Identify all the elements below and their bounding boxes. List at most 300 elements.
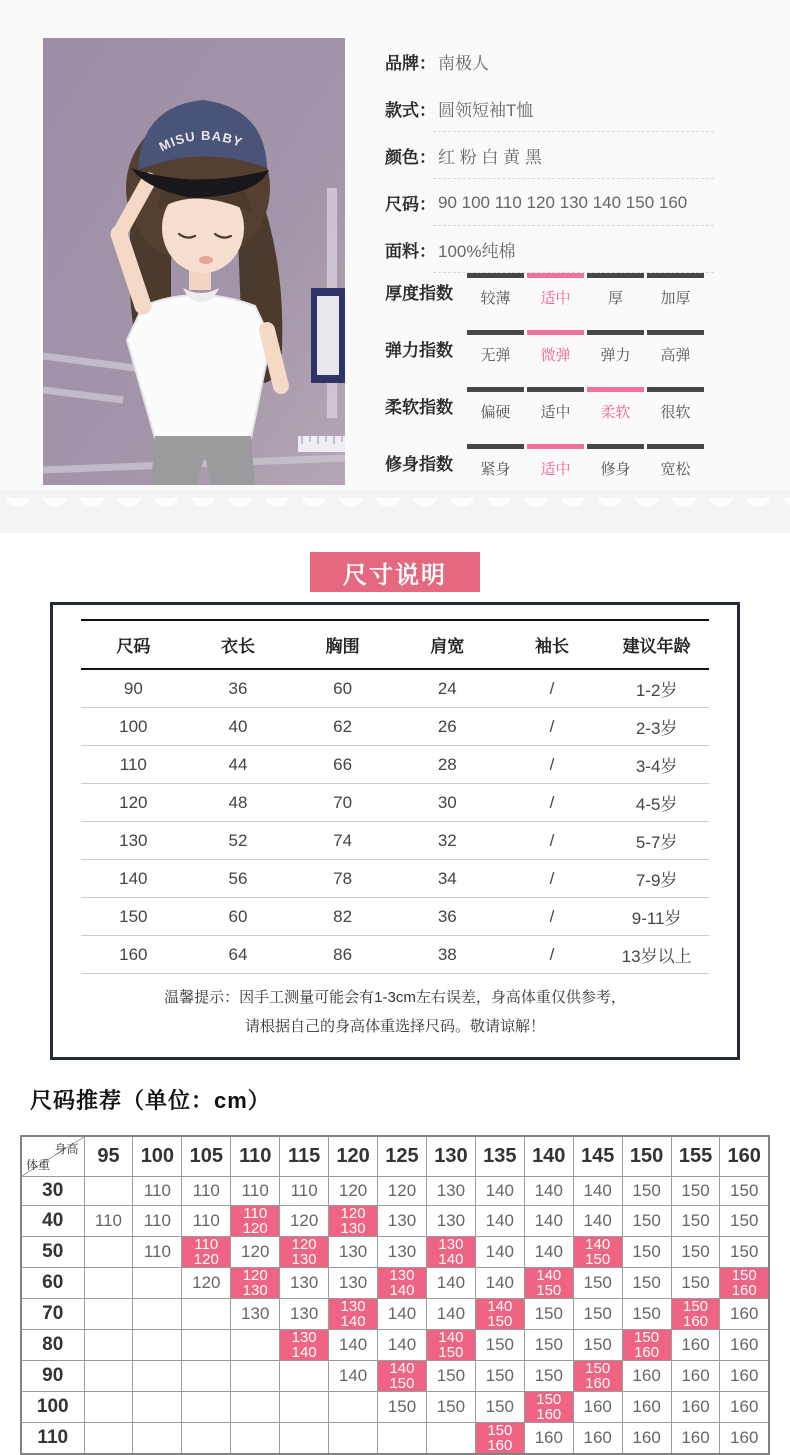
matrix-cell-size: 150 xyxy=(536,1281,562,1299)
index-bar xyxy=(467,387,707,392)
index-bar-segment xyxy=(467,387,524,392)
size-table-cell: / xyxy=(500,784,605,822)
size-table-cell: 40 xyxy=(186,708,291,746)
attribute-row xyxy=(385,226,735,273)
matrix-cell xyxy=(133,1267,182,1298)
matrix-cell: 160 xyxy=(671,1391,720,1422)
size-table-cell: 100 xyxy=(81,708,186,746)
size-table-row xyxy=(81,898,709,936)
size-table-cell: 7-9岁 xyxy=(604,860,709,898)
matrix-cell-size: 110 xyxy=(243,1204,268,1222)
matrix-cell xyxy=(280,1236,329,1267)
matrix-cell-size: 150 xyxy=(585,1359,611,1377)
matrix-cell xyxy=(231,1329,280,1360)
matrix-height-header: 105 xyxy=(182,1136,231,1176)
index-options xyxy=(467,287,707,308)
matrix-cell: 140 xyxy=(475,1236,524,1267)
size-table-cell: 1-2岁 xyxy=(604,669,709,708)
matrix-cell: 130 xyxy=(426,1176,475,1205)
matrix-cell-size: 110 xyxy=(194,1235,219,1253)
matrix-cell: 110 xyxy=(133,1205,182,1236)
matrix-cell-size: 150 xyxy=(487,1421,513,1439)
index-row xyxy=(385,330,735,387)
matrix-row xyxy=(21,1267,769,1298)
matrix-cell: 150 xyxy=(524,1329,573,1360)
size-recommend-matrix xyxy=(20,1135,770,1455)
size-table-cell: 110 xyxy=(81,746,186,784)
matrix-cell: 160 xyxy=(573,1391,622,1422)
matrix-cell: 120 xyxy=(280,1205,329,1236)
size-table-cell: 48 xyxy=(186,784,291,822)
index-options xyxy=(467,458,707,479)
attribute-row xyxy=(385,85,735,132)
matrix-cell: 140 xyxy=(475,1176,524,1205)
size-table-cell: 24 xyxy=(395,669,500,708)
matrix-cell-size: 140 xyxy=(340,1312,366,1330)
corner-height-label: 身高 xyxy=(54,1142,79,1156)
size-table-box xyxy=(50,602,740,1060)
matrix-cell: 160 xyxy=(671,1422,720,1454)
size-table-row xyxy=(81,784,709,822)
index-options xyxy=(467,401,707,422)
matrix-cell: 150 xyxy=(524,1298,573,1329)
attribute-value: 南极人 xyxy=(438,54,489,73)
matrix-cell: 140 xyxy=(426,1298,475,1329)
matrix-cell xyxy=(84,1176,133,1205)
matrix-cell: 150 xyxy=(475,1329,524,1360)
matrix-cell-size: 140 xyxy=(291,1343,317,1361)
matrix-weight-header: 60 xyxy=(21,1267,84,1298)
index-label: 厚度指数 xyxy=(385,284,453,303)
matrix-cell: 140 xyxy=(524,1176,573,1205)
index-bar-segment xyxy=(587,387,644,392)
matrix-cell: 140 xyxy=(573,1176,622,1205)
matrix-weight-header: 100 xyxy=(21,1391,84,1422)
matrix-cell: 160 xyxy=(671,1329,720,1360)
scalloped-divider xyxy=(0,489,790,533)
product-attributes xyxy=(385,38,735,273)
size-description-section xyxy=(0,552,790,1060)
matrix-cell: 120 xyxy=(231,1236,280,1267)
index-bar-segment xyxy=(647,273,704,278)
size-table-cell: 56 xyxy=(186,860,291,898)
matrix-cell xyxy=(182,1236,231,1267)
matrix-cell-size: 140 xyxy=(438,1328,464,1346)
matrix-cell xyxy=(84,1267,133,1298)
matrix-cell xyxy=(622,1329,671,1360)
matrix-cell xyxy=(378,1422,427,1454)
matrix-cell: 150 xyxy=(524,1360,573,1391)
matrix-cell: 140 xyxy=(378,1298,427,1329)
matrix-cell-size: 130 xyxy=(340,1297,366,1315)
size-table-cell: 26 xyxy=(395,708,500,746)
index-bar-segment xyxy=(527,387,584,392)
matrix-cell-size: 140 xyxy=(536,1266,562,1284)
matrix-cell: 150 xyxy=(622,1176,671,1205)
matrix-row xyxy=(21,1360,769,1391)
matrix-cell-size: 120 xyxy=(242,1219,268,1237)
matrix-cell xyxy=(329,1205,378,1236)
matrix-cell-size: 130 xyxy=(291,1328,317,1346)
matrix-cell: 130 xyxy=(280,1298,329,1329)
matrix-cell: 160 xyxy=(720,1298,769,1329)
ruler xyxy=(298,436,345,452)
size-table-cell: 52 xyxy=(186,822,291,860)
matrix-cell: 160 xyxy=(720,1360,769,1391)
matrix-cell xyxy=(182,1298,231,1329)
matrix-cell: 140 xyxy=(524,1205,573,1236)
size-table-cell: 86 xyxy=(290,936,395,974)
index-option-label: 较薄 xyxy=(480,290,511,307)
matrix-cell: 120 xyxy=(378,1176,427,1205)
attribute-value: 90 100 110 120 130 140 150 160 xyxy=(438,192,688,212)
index-option-label: 修身 xyxy=(600,461,631,478)
matrix-cell: 130 xyxy=(378,1236,427,1267)
matrix-weight-header: 90 xyxy=(21,1360,84,1391)
product-summary-section xyxy=(0,0,790,489)
index-option-label: 弹力 xyxy=(600,347,631,364)
matrix-cell: 140 xyxy=(475,1205,524,1236)
matrix-cell xyxy=(524,1267,573,1298)
matrix-cell xyxy=(280,1360,329,1391)
matrix-cell: 150 xyxy=(426,1360,475,1391)
matrix-cell xyxy=(671,1298,720,1329)
matrix-cell-size: 140 xyxy=(487,1297,513,1315)
index-option-label: 适中 xyxy=(540,404,571,421)
matrix-cell-size: 140 xyxy=(585,1235,611,1253)
matrix-cell: 110 xyxy=(231,1176,280,1205)
matrix-cell xyxy=(231,1422,280,1454)
size-table-cell: 44 xyxy=(186,746,291,784)
size-table-cell: 36 xyxy=(395,898,500,936)
attribute-row xyxy=(385,179,735,226)
matrix-cell: 110 xyxy=(133,1176,182,1205)
matrix-cell xyxy=(426,1329,475,1360)
index-option-label: 柔软 xyxy=(600,404,631,421)
size-table-header: 袖长 xyxy=(500,620,605,669)
matrix-cell: 150 xyxy=(622,1236,671,1267)
size-table-row xyxy=(81,669,709,708)
matrix-cell-size: 140 xyxy=(389,1359,415,1377)
attribute-value: 100%纯棉 xyxy=(438,242,516,261)
size-table-cell: 70 xyxy=(290,784,395,822)
matrix-cell xyxy=(133,1422,182,1454)
matrix-cell-size: 160 xyxy=(487,1436,513,1454)
index-option-label: 厚 xyxy=(607,290,623,307)
matrix-cell xyxy=(475,1422,524,1454)
recommend-title: 尺码推荐（单位：cm） xyxy=(30,1088,271,1113)
matrix-cell xyxy=(182,1360,231,1391)
size-table-cell: 30 xyxy=(395,784,500,822)
matrix-cell: 160 xyxy=(573,1422,622,1454)
index-label: 弹力指数 xyxy=(385,341,453,360)
attribute-row xyxy=(385,132,735,179)
size-table-cell: 90 xyxy=(81,669,186,708)
index-bar-segment xyxy=(467,273,524,278)
size-table-cell: 36 xyxy=(186,669,291,708)
size-table-row xyxy=(81,708,709,746)
matrix-cell xyxy=(182,1422,231,1454)
matrix-cell: 150 xyxy=(671,1205,720,1236)
size-table-header: 衣长 xyxy=(186,620,291,669)
matrix-cell xyxy=(475,1298,524,1329)
attribute-label: 款式： xyxy=(385,101,436,120)
matrix-cell: 150 xyxy=(573,1267,622,1298)
size-table-cell: 64 xyxy=(186,936,291,974)
matrix-cell xyxy=(84,1360,133,1391)
matrix-height-header: 95 xyxy=(84,1136,133,1176)
matrix-cell xyxy=(329,1298,378,1329)
matrix-corner-cell xyxy=(21,1136,84,1176)
matrix-cell-size: 150 xyxy=(536,1390,562,1408)
size-table-cell: / xyxy=(500,860,605,898)
matrix-cell-size: 150 xyxy=(487,1312,513,1330)
index-bar xyxy=(467,273,707,278)
matrix-cell-size: 130 xyxy=(438,1235,464,1253)
matrix-cell-size: 120 xyxy=(193,1250,219,1268)
matrix-cell: 130 xyxy=(426,1205,475,1236)
matrix-row xyxy=(21,1205,769,1236)
index-bar-segment xyxy=(587,444,644,449)
matrix-height-header: 130 xyxy=(426,1136,475,1176)
matrix-cell xyxy=(84,1329,133,1360)
matrix-weight-header: 30 xyxy=(21,1176,84,1205)
index-bar-segment xyxy=(587,273,644,278)
size-table-row xyxy=(81,822,709,860)
size-table-cell: 78 xyxy=(290,860,395,898)
matrix-cell: 110 xyxy=(84,1205,133,1236)
size-table-cell: / xyxy=(500,898,605,936)
index-bar-segment xyxy=(527,330,584,335)
matrix-cell: 150 xyxy=(475,1360,524,1391)
index-bar-segment xyxy=(467,444,524,449)
index-option-label: 适中 xyxy=(540,290,571,307)
size-table-cell: / xyxy=(500,936,605,974)
matrix-cell: 160 xyxy=(622,1360,671,1391)
matrix-cell xyxy=(84,1298,133,1329)
index-option-label: 很软 xyxy=(660,404,691,421)
matrix-cell-size: 150 xyxy=(731,1266,757,1284)
index-options xyxy=(467,344,707,365)
matrix-cell xyxy=(231,1205,280,1236)
cap-text: MISU BABY xyxy=(156,127,245,155)
size-table-cell: 130 xyxy=(81,822,186,860)
matrix-cell: 130 xyxy=(231,1298,280,1329)
matrix-cell: 150 xyxy=(378,1391,427,1422)
index-option-label: 宽松 xyxy=(660,461,691,478)
matrix-cell: 160 xyxy=(720,1391,769,1422)
matrix-height-header: 135 xyxy=(475,1136,524,1176)
index-bar-segment xyxy=(467,330,524,335)
matrix-cell xyxy=(573,1236,622,1267)
attribute-label: 颜色： xyxy=(385,148,436,167)
index-bar-segment xyxy=(527,273,584,278)
matrix-cell-size: 130 xyxy=(389,1266,415,1284)
index-option-label: 无弹 xyxy=(480,347,511,364)
matrix-cell: 150 xyxy=(720,1205,769,1236)
index-option-label: 高弹 xyxy=(660,347,691,364)
matrix-row xyxy=(21,1329,769,1360)
size-recommend-section xyxy=(0,1084,790,1455)
size-table-cell: 60 xyxy=(290,669,395,708)
matrix-cell-size: 160 xyxy=(683,1312,709,1330)
matrix-row xyxy=(21,1422,769,1454)
matrix-cell-size: 160 xyxy=(585,1374,611,1392)
matrix-cell: 140 xyxy=(475,1267,524,1298)
matrix-cell xyxy=(182,1329,231,1360)
corner-weight-label: 体重 xyxy=(26,1157,51,1172)
size-table-cell: 140 xyxy=(81,860,186,898)
matrix-row xyxy=(21,1176,769,1205)
matrix-cell xyxy=(280,1422,329,1454)
index-bar-group xyxy=(467,273,707,308)
index-bar-segment xyxy=(647,444,704,449)
attribute-row xyxy=(385,38,735,85)
matrix-cell-size: 120 xyxy=(242,1266,268,1284)
matrix-cell: 150 xyxy=(573,1329,622,1360)
matrix-cell xyxy=(231,1360,280,1391)
matrix-weight-header: 110 xyxy=(21,1422,84,1454)
matrix-cell: 120 xyxy=(329,1176,378,1205)
matrix-height-header: 145 xyxy=(573,1136,622,1176)
index-option-label: 微弹 xyxy=(540,347,571,364)
matrix-cell-size: 130 xyxy=(340,1219,366,1237)
matrix-cell xyxy=(133,1329,182,1360)
size-note-line2: 请根据自己的身高体重选择尺码。敬请谅解！ xyxy=(244,1017,545,1035)
size-table-cell: 38 xyxy=(395,936,500,974)
matrix-cell: 160 xyxy=(720,1422,769,1454)
size-table-cell: 9-11岁 xyxy=(604,898,709,936)
matrix-cell: 150 xyxy=(573,1298,622,1329)
matrix-cell: 150 xyxy=(622,1298,671,1329)
matrix-cell-size: 130 xyxy=(291,1250,317,1268)
matrix-height-header: 100 xyxy=(133,1136,182,1176)
matrix-cell-size: 140 xyxy=(389,1281,415,1299)
matrix-cell-size: 130 xyxy=(242,1281,268,1299)
matrix-cell: 150 xyxy=(671,1267,720,1298)
product-info-panel xyxy=(385,38,735,489)
matrix-cell-size: 160 xyxy=(536,1405,562,1423)
matrix-weight-header: 50 xyxy=(21,1236,84,1267)
matrix-cell: 130 xyxy=(329,1236,378,1267)
attribute-value: 圆领短袖T恤 xyxy=(438,101,534,120)
size-note-line1: 温馨提示：因手工测量可能会有1-3cm左右误差，身高体重仅供参考， xyxy=(164,989,626,1006)
index-bar-segment xyxy=(587,330,644,335)
product-indices xyxy=(385,273,735,501)
size-table xyxy=(81,619,709,974)
matrix-height-header: 110 xyxy=(231,1136,280,1176)
matrix-cell xyxy=(573,1360,622,1391)
size-banner: 尺寸说明 xyxy=(310,552,480,592)
size-table-cell: 120 xyxy=(81,784,186,822)
model-photo-illustration xyxy=(43,38,345,485)
matrix-cell-size: 160 xyxy=(634,1343,660,1361)
matrix-cell xyxy=(84,1236,133,1267)
size-table-header: 尺码 xyxy=(81,620,186,669)
matrix-cell xyxy=(720,1267,769,1298)
matrix-cell: 160 xyxy=(622,1391,671,1422)
matrix-height-header: 160 xyxy=(720,1136,769,1176)
size-table-cell: 74 xyxy=(290,822,395,860)
index-bar-group xyxy=(467,444,707,479)
matrix-cell xyxy=(133,1360,182,1391)
index-option-label: 适中 xyxy=(540,461,571,478)
matrix-weight-header: 70 xyxy=(21,1298,84,1329)
size-table-cell: / xyxy=(500,708,605,746)
matrix-cell xyxy=(231,1267,280,1298)
matrix-height-header: 155 xyxy=(671,1136,720,1176)
matrix-row xyxy=(21,1298,769,1329)
matrix-cell: 140 xyxy=(329,1329,378,1360)
matrix-cell xyxy=(378,1360,427,1391)
index-option-label: 偏硬 xyxy=(480,404,511,421)
index-bar-group xyxy=(467,387,707,422)
matrix-cell: 130 xyxy=(280,1267,329,1298)
matrix-cell xyxy=(378,1267,427,1298)
matrix-cell: 150 xyxy=(426,1391,475,1422)
matrix-cell-size: 140 xyxy=(438,1250,464,1268)
size-table-cell: 32 xyxy=(395,822,500,860)
size-table-cell: 62 xyxy=(290,708,395,746)
matrix-cell: 150 xyxy=(720,1236,769,1267)
matrix-cell xyxy=(84,1422,133,1454)
matrix-cell: 110 xyxy=(133,1236,182,1267)
size-table-row xyxy=(81,936,709,974)
size-table-cell: 60 xyxy=(186,898,291,936)
matrix-cell: 150 xyxy=(671,1176,720,1205)
size-table-cell: 4-5岁 xyxy=(604,784,709,822)
size-table-row xyxy=(81,746,709,784)
index-row xyxy=(385,273,735,330)
index-row xyxy=(385,387,735,444)
matrix-cell-size: 150 xyxy=(389,1374,415,1392)
matrix-cell: 140 xyxy=(378,1329,427,1360)
matrix-height-header: 120 xyxy=(329,1136,378,1176)
matrix-height-header: 150 xyxy=(622,1136,671,1176)
size-table-cell: 34 xyxy=(395,860,500,898)
index-bar-segment xyxy=(647,387,704,392)
index-bar-segment xyxy=(647,330,704,335)
matrix-row xyxy=(21,1236,769,1267)
size-table-cell: 3-4岁 xyxy=(604,746,709,784)
matrix-cell-size: 160 xyxy=(731,1281,757,1299)
matrix-cell-size: 120 xyxy=(340,1204,366,1222)
matrix-cell: 140 xyxy=(329,1360,378,1391)
matrix-cell: 150 xyxy=(671,1236,720,1267)
matrix-cell: 120 xyxy=(182,1267,231,1298)
matrix-cell: 150 xyxy=(622,1205,671,1236)
matrix-cell: 140 xyxy=(524,1236,573,1267)
size-table-cell: / xyxy=(500,822,605,860)
size-table-cell: / xyxy=(500,669,605,708)
matrix-weight-header: 80 xyxy=(21,1329,84,1360)
size-table-header: 胸围 xyxy=(290,620,395,669)
matrix-cell: 150 xyxy=(622,1267,671,1298)
attribute-label: 尺码： xyxy=(385,195,436,214)
matrix-cell-size: 120 xyxy=(291,1235,317,1253)
matrix-cell: 130 xyxy=(378,1205,427,1236)
matrix-cell: 130 xyxy=(329,1267,378,1298)
matrix-cell xyxy=(426,1236,475,1267)
size-table-cell: / xyxy=(500,746,605,784)
size-table-header: 建议年龄 xyxy=(604,620,709,669)
matrix-cell: 160 xyxy=(622,1422,671,1454)
matrix-cell: 150 xyxy=(720,1176,769,1205)
index-bar-segment xyxy=(527,444,584,449)
matrix-cell: 150 xyxy=(475,1391,524,1422)
index-option-label: 加厚 xyxy=(660,290,691,307)
size-table-cell: 150 xyxy=(81,898,186,936)
